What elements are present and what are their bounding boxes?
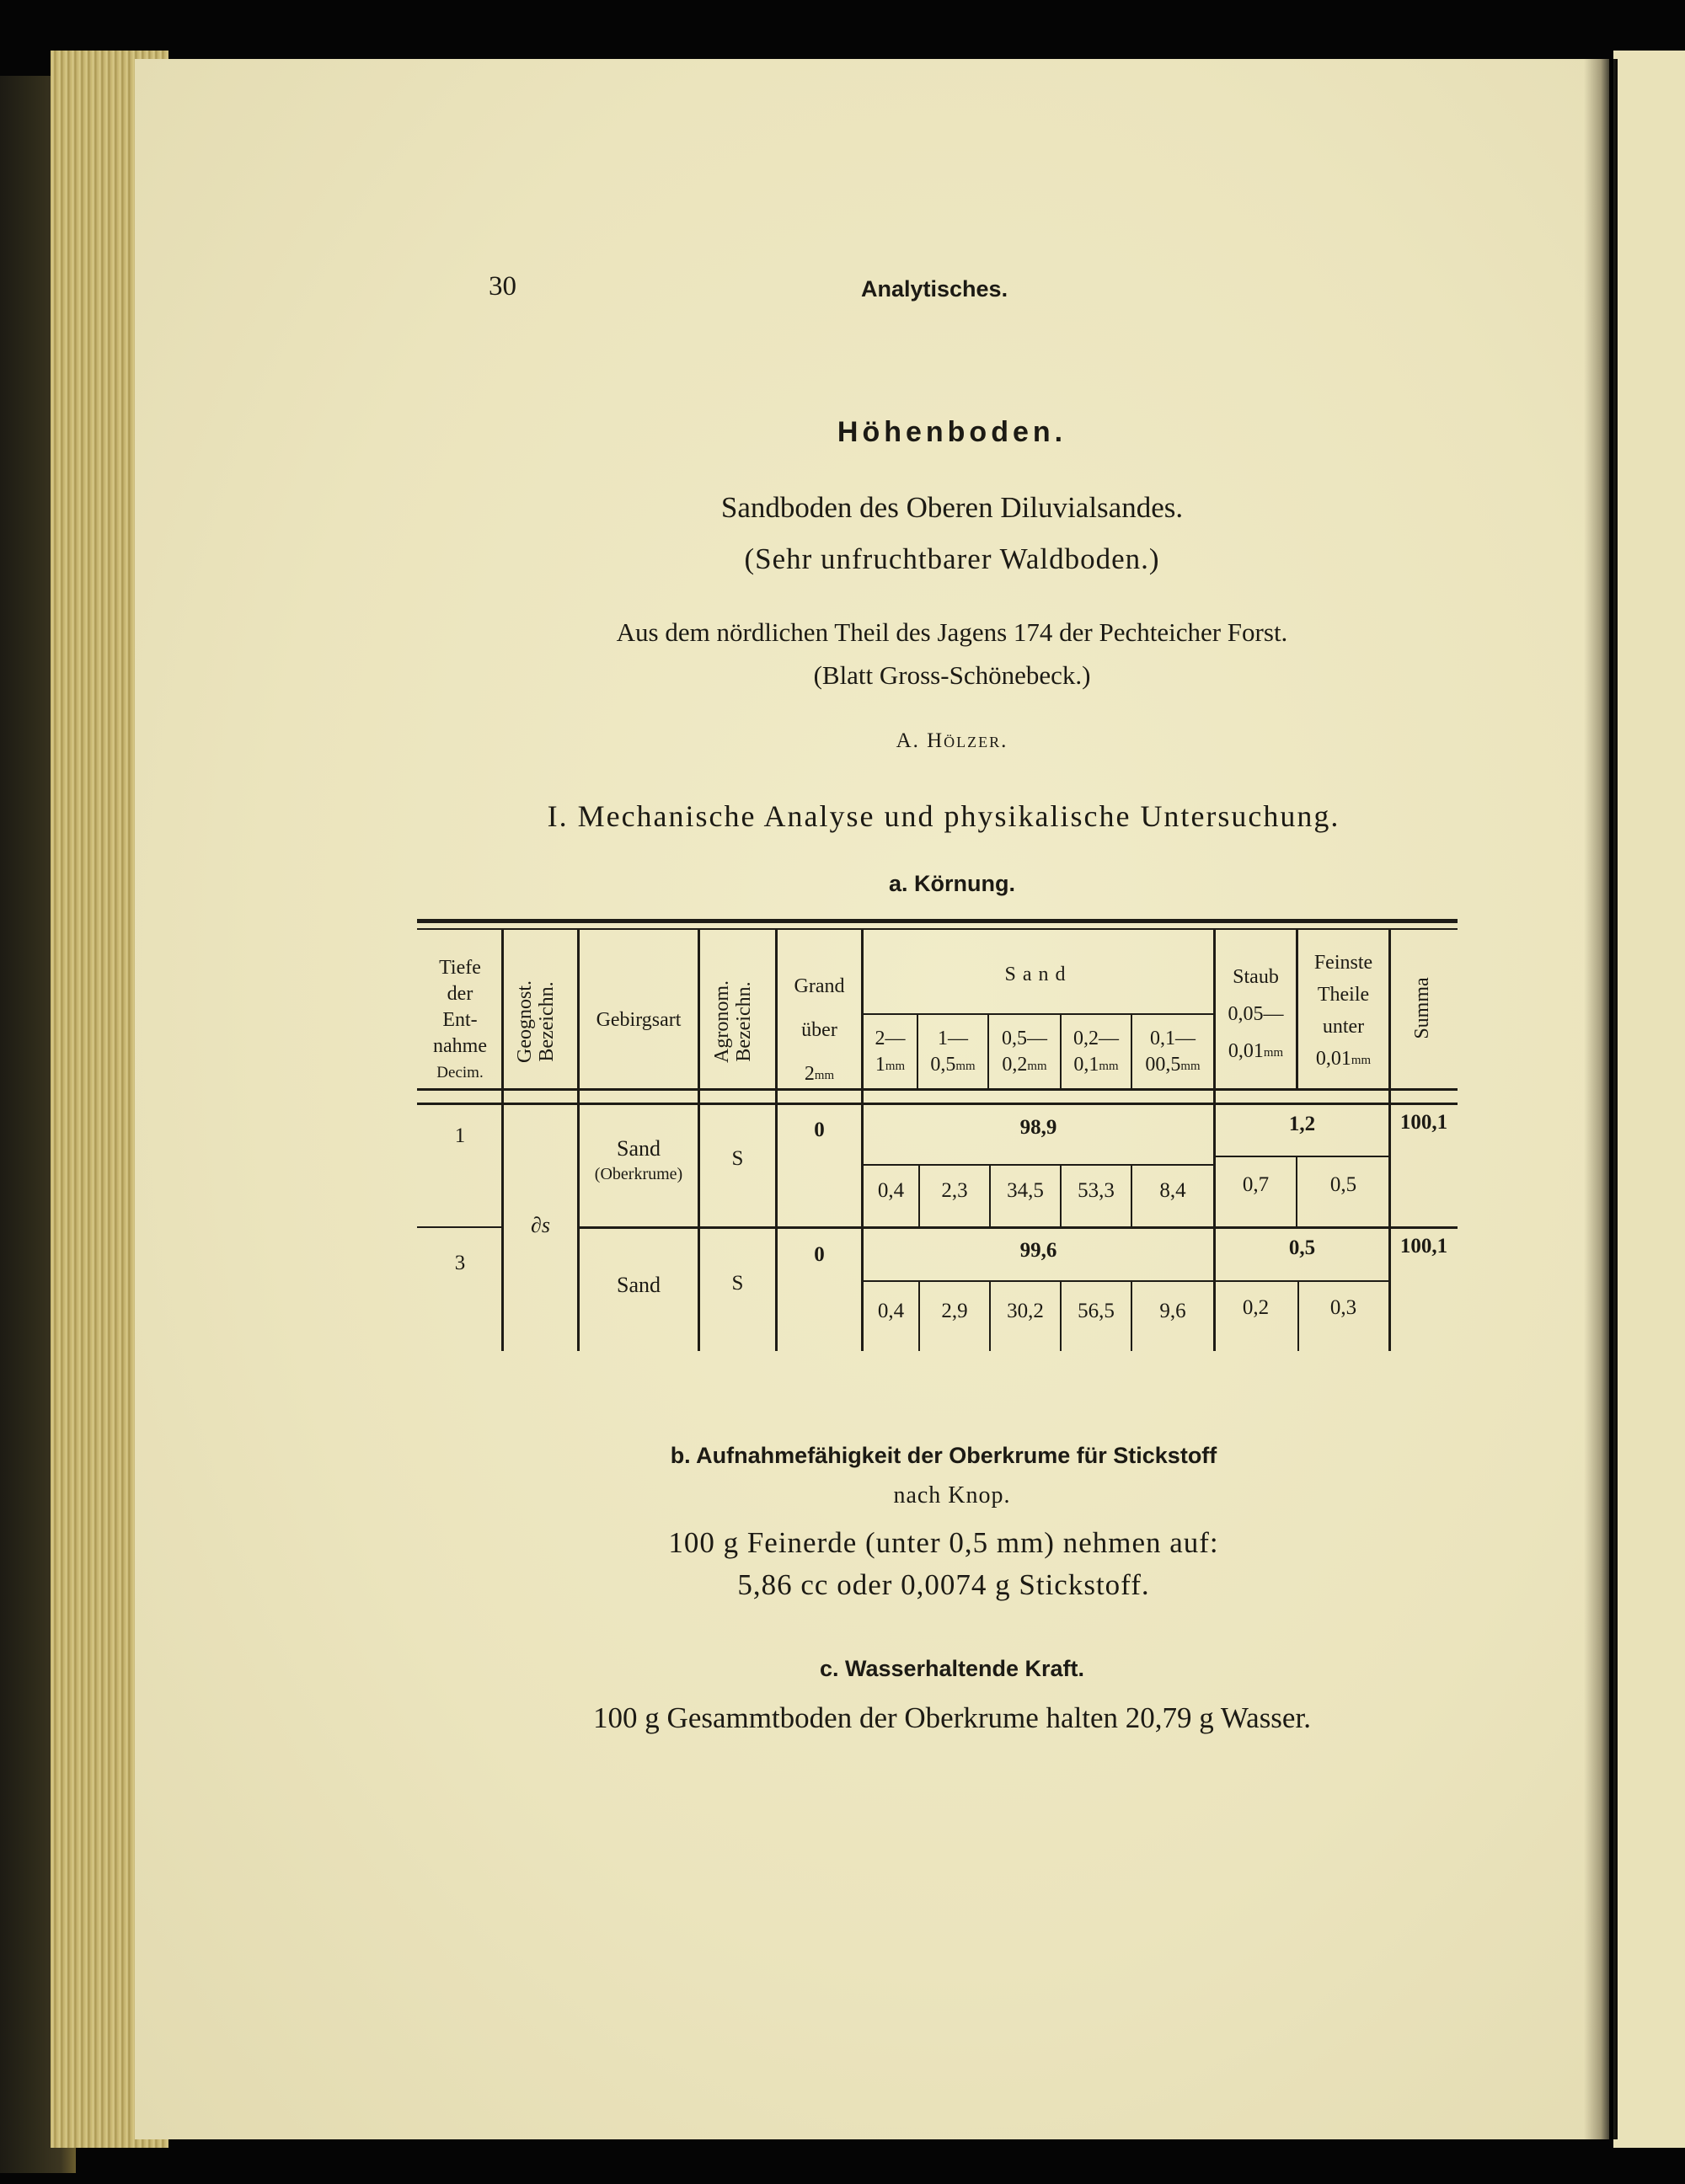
page-number: 30: [489, 271, 516, 302]
header-summa: Summa: [1411, 977, 1433, 1039]
subsection-c-heading: c. Wasserhaltende Kraft.: [819, 1656, 1085, 1681]
header-tiefe: Tiefe der Ent- nahme Decim.: [433, 957, 487, 1081]
row-2-summa: 100,1: [1399, 1235, 1448, 1258]
header-sand-sub-2: 1— $0,5^{mm}$: [930, 1028, 976, 1076]
facing-page: [1613, 51, 1685, 2148]
row-2-staub: 0,2: [1242, 1296, 1270, 1319]
row-1-feinste: 0,5: [1329, 1173, 1357, 1196]
header-gebirgsart: Gebirgsart: [596, 1009, 682, 1031]
row-1-agronom: S: [731, 1147, 744, 1170]
water-capacity-text: 100 g Gesammtboden der Oberkrume halten 20,79 g Wasser.: [593, 1701, 1311, 1734]
header-sand-sub-5: 0,1— $00,5^{mm}$: [1145, 1028, 1201, 1076]
row-2-sand-total: 99,6: [1019, 1239, 1057, 1262]
row-2-agronom: S: [731, 1272, 744, 1295]
header-sand: Sand: [1004, 964, 1073, 985]
row-2-sand-part-2: 2,9: [941, 1300, 968, 1322]
header-agronom: Agronom. Bezeichn.: [711, 980, 755, 1063]
col-rule: [501, 930, 504, 1351]
row-1-staub: 0,7: [1242, 1173, 1270, 1196]
row-separator: [417, 1226, 501, 1228]
author: A. Hölzer.: [896, 729, 1008, 752]
row-1-split-rule-fine: [1216, 1156, 1388, 1157]
row-1-split-rule: [864, 1164, 1213, 1166]
subtitle-2: (Sehr unfruchtbarer Waldboden.): [744, 542, 1160, 575]
running-head: Analytisches.: [861, 276, 1008, 302]
geognost-value: ∂s: [531, 1213, 550, 1237]
row-2-tiefe: 3: [454, 1252, 466, 1274]
nitrogen-text-1: 100 g Feinerde (unter 0,5 mm) nehmen auf:: [668, 1526, 1219, 1559]
nitrogen-text-2: 5,86 cc oder 0,0074 g Stickstoff.: [737, 1568, 1150, 1601]
table-top-rule-thin: [417, 928, 1458, 930]
table-header-rule: [417, 1088, 1458, 1091]
header-staub: Staub 0,05— $0,01^{mm}$: [1228, 966, 1284, 1062]
row-1-sand-part-4: 53,3: [1078, 1179, 1115, 1202]
subsection-b-heading: b. Aufnahmefähigkeit der Oberkrume für Stickstoff: [670, 1443, 1217, 1468]
subsection-b-source: nach Knop.: [893, 1482, 1011, 1509]
table-header-rule-2: [417, 1103, 1458, 1105]
row-1-fine-total: 1,2: [1288, 1113, 1316, 1135]
row-2-split-rule-fine: [1216, 1280, 1388, 1282]
row-2-feinste: 0,3: [1329, 1296, 1357, 1319]
row-1-sand-part-5: 8,4: [1159, 1179, 1186, 1202]
header-grand: Grand über $2^{mm}$: [794, 975, 845, 1085]
row-1-sand-part-3: 34,5: [1007, 1179, 1044, 1202]
location-line-2: (Blatt Gross-Schönebeck.): [813, 660, 1091, 690]
header-geognost: Geognost. Bezeichn.: [514, 980, 558, 1063]
row-2-fine-total: 0,5: [1288, 1236, 1316, 1259]
row-separator: [580, 1226, 1458, 1229]
col-rule: [861, 930, 864, 1351]
row-2-sand-part-1: 0,4: [877, 1300, 905, 1322]
header-sand-sub-4: 0,2— $0,1^{mm}$: [1073, 1028, 1119, 1076]
row-2-sand-part-4: 56,5: [1078, 1300, 1115, 1322]
row-2-grand: 0: [814, 1243, 825, 1266]
row-1-sand-part-1: 0,4: [877, 1179, 905, 1202]
page-gutter: [1584, 59, 1618, 2139]
col-rule: [1388, 930, 1391, 1351]
row-1-grand: 0: [814, 1119, 825, 1141]
row-2-split-rule: [864, 1280, 1213, 1282]
row-1-gebirgsart: Sand (Oberkrume): [594, 1136, 683, 1183]
row-1-sand-part-2: 2,3: [941, 1179, 968, 1202]
row-1-summa: 100,1: [1399, 1111, 1448, 1134]
page-title: Höhenboden.: [837, 416, 1067, 448]
location-line-1: Aus dem nördlichen Theil des Jagens 174 der Pechteicher Forst.: [616, 617, 1288, 647]
row-2-sand-part-5: 9,6: [1159, 1300, 1186, 1322]
section-heading: I. Mechanische Analyse und physikalische Untersuchung.: [547, 799, 1340, 833]
subsection-a-heading: a. Körnung.: [889, 871, 1015, 896]
row-2-sand-part-3: 30,2: [1007, 1300, 1044, 1322]
subtitle-1: Sandboden des Oberen Diluvialsandes.: [720, 491, 1184, 524]
header-feinste: Feinste Theile unter $0,01^{mm}$: [1313, 952, 1373, 1070]
header-sand-sub-1: 2— $1^{mm}$: [875, 1028, 906, 1076]
table-top-rule: [417, 919, 1458, 923]
row-1-sand-total: 98,9: [1019, 1116, 1057, 1139]
row-1-tiefe: 1: [454, 1124, 466, 1147]
data-subcol-rule: [1296, 1157, 1297, 1226]
header-sand-sub-3: 0,5— $0,2^{mm}$: [1002, 1028, 1047, 1076]
row-2-gebirgsart: Sand: [617, 1273, 661, 1297]
